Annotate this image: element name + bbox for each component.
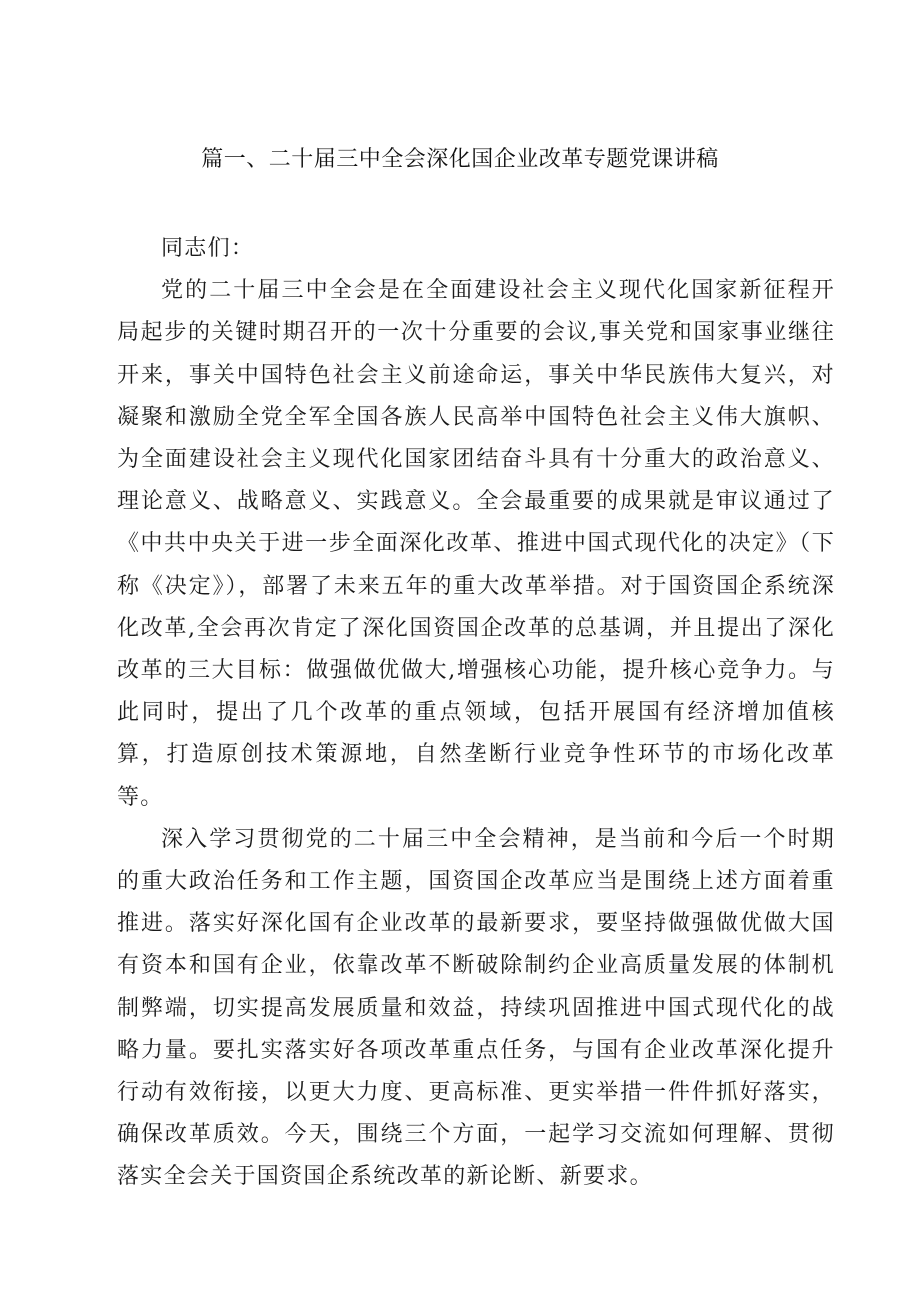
paragraph-1: 党的二十届三中全会是在全面建设社会主义现代化国家新征程开局起步的关键时期召开的一次十分重要的会议,事关党和国家事业继往开来，事关中国特色社会主义前途命运，事关中华民族伟大复兴，对凝聚和激励全党全军全国各族人民高举中国特色社会主义伟大旗帜、为全面建设社会主义现代化国家团结奋斗具有十分重大的政治意义、理论意义、战略意义、实践意义。全会最重要的成果就是审议通过了《中共中央关于进一步全面深化改革、推进中国式现代化的决定》（下称《决定》），部署了未来五年的重大改革举措。对于国资国企系统深化改革,全会再次肯定了深化国资国企改革的总基调，并且提出了深化改革的三大目标：做强做优做大,增强核心功能，提升核心竞争力。与此同时，提出了几个改革的重点领域，包括开展国有经济增加值核算，打造原创技术策源地，自然垄断行业竞争性环节的市场化改革等。 <box>117 278 835 810</box>
document-title: 篇一、二十届三中全会深化国企业改革专题党课讲稿 <box>201 147 719 172</box>
paragraph-2: 深入学习贯彻党的二十届三中全会精神，是当前和今后一个时期的重大政治任务和工作主题，国资国企改革应当是围绕上述方面着重推进。落实好深化国有企业改革的最新要求，要坚持做强做优做大国有资本和国有企业，依靠改革不断破除制约企业高质量发展的体制机制弊端，切实提高发展质量和效益，持续巩固推进中国式现代化的战略力量。要扎实落实好各项改革重点任务，与国有企业改革深化提升行动有效衔接，以更大力度、更高标准、更实举措一件件抓好落实，确保改革质效。今天，围绕三个方面，一起学习交流如何理解、贯彻落实全会关于国资国企系统改革的新论断、新要求。 <box>117 826 835 1190</box>
document-body <box>117 228 835 1199</box>
salutation: 同志们： <box>161 236 255 261</box>
